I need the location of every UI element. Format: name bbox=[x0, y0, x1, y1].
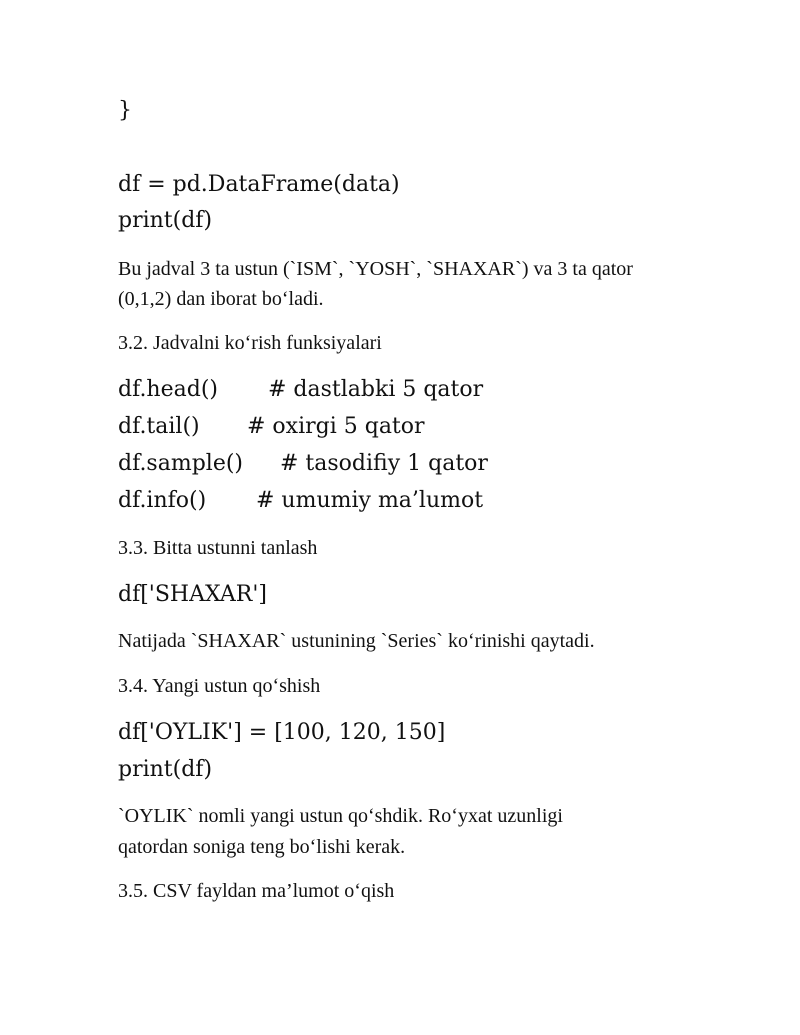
paragraph-line: `OYLIK` nomli yangi ustun qo‘shdik. Ro‘yxat uzunligi bbox=[118, 805, 563, 827]
code-line: df.head() bbox=[118, 377, 218, 402]
code-comment: # oxirgi 5 qator bbox=[247, 414, 425, 439]
code-line: df['SHAXAR'] bbox=[118, 582, 267, 607]
code-line: df.sample() bbox=[118, 451, 244, 476]
paragraph-line: qatordan soniga teng bo‘lishi kerak. bbox=[118, 836, 406, 858]
code-line-print: print(df) bbox=[118, 208, 213, 233]
section-heading: 3.2. Jadvalni ko‘rish funksiyalari bbox=[118, 332, 382, 354]
code-closing-brace: } bbox=[118, 98, 132, 123]
code-line: df.info() bbox=[118, 488, 207, 513]
code-comment: # umumiy ma’lumot bbox=[256, 488, 484, 513]
code-line-dataframe: df = pd.DataFrame(data) bbox=[118, 172, 400, 197]
code-line: print(df) bbox=[118, 757, 213, 782]
code-line: df['OYLIK'] = [100, 120, 150] bbox=[118, 720, 446, 745]
code-line: df.tail() bbox=[118, 414, 200, 439]
paragraph-line: (0,1,2) dan iborat bo‘ladi. bbox=[118, 288, 324, 310]
code-comment: # tasodifiy 1 qator bbox=[280, 451, 488, 476]
section-heading: 3.5. CSV fayldan ma’lumot o‘qish bbox=[118, 880, 395, 902]
paragraph-line: Natijada `SHAXAR` ustunining `Series` ko‘rinishi qaytadi. bbox=[118, 630, 595, 652]
paragraph-line: Bu jadval 3 ta ustun (`ISM`, `YOSH`, `SHAXAR`) va 3 ta qator bbox=[118, 258, 633, 280]
code-comment: # dastlabki 5 qator bbox=[268, 377, 484, 402]
section-heading: 3.4. Yangi ustun qo‘shish bbox=[118, 675, 321, 697]
section-heading: 3.3. Bitta ustunni tanlash bbox=[118, 537, 318, 559]
